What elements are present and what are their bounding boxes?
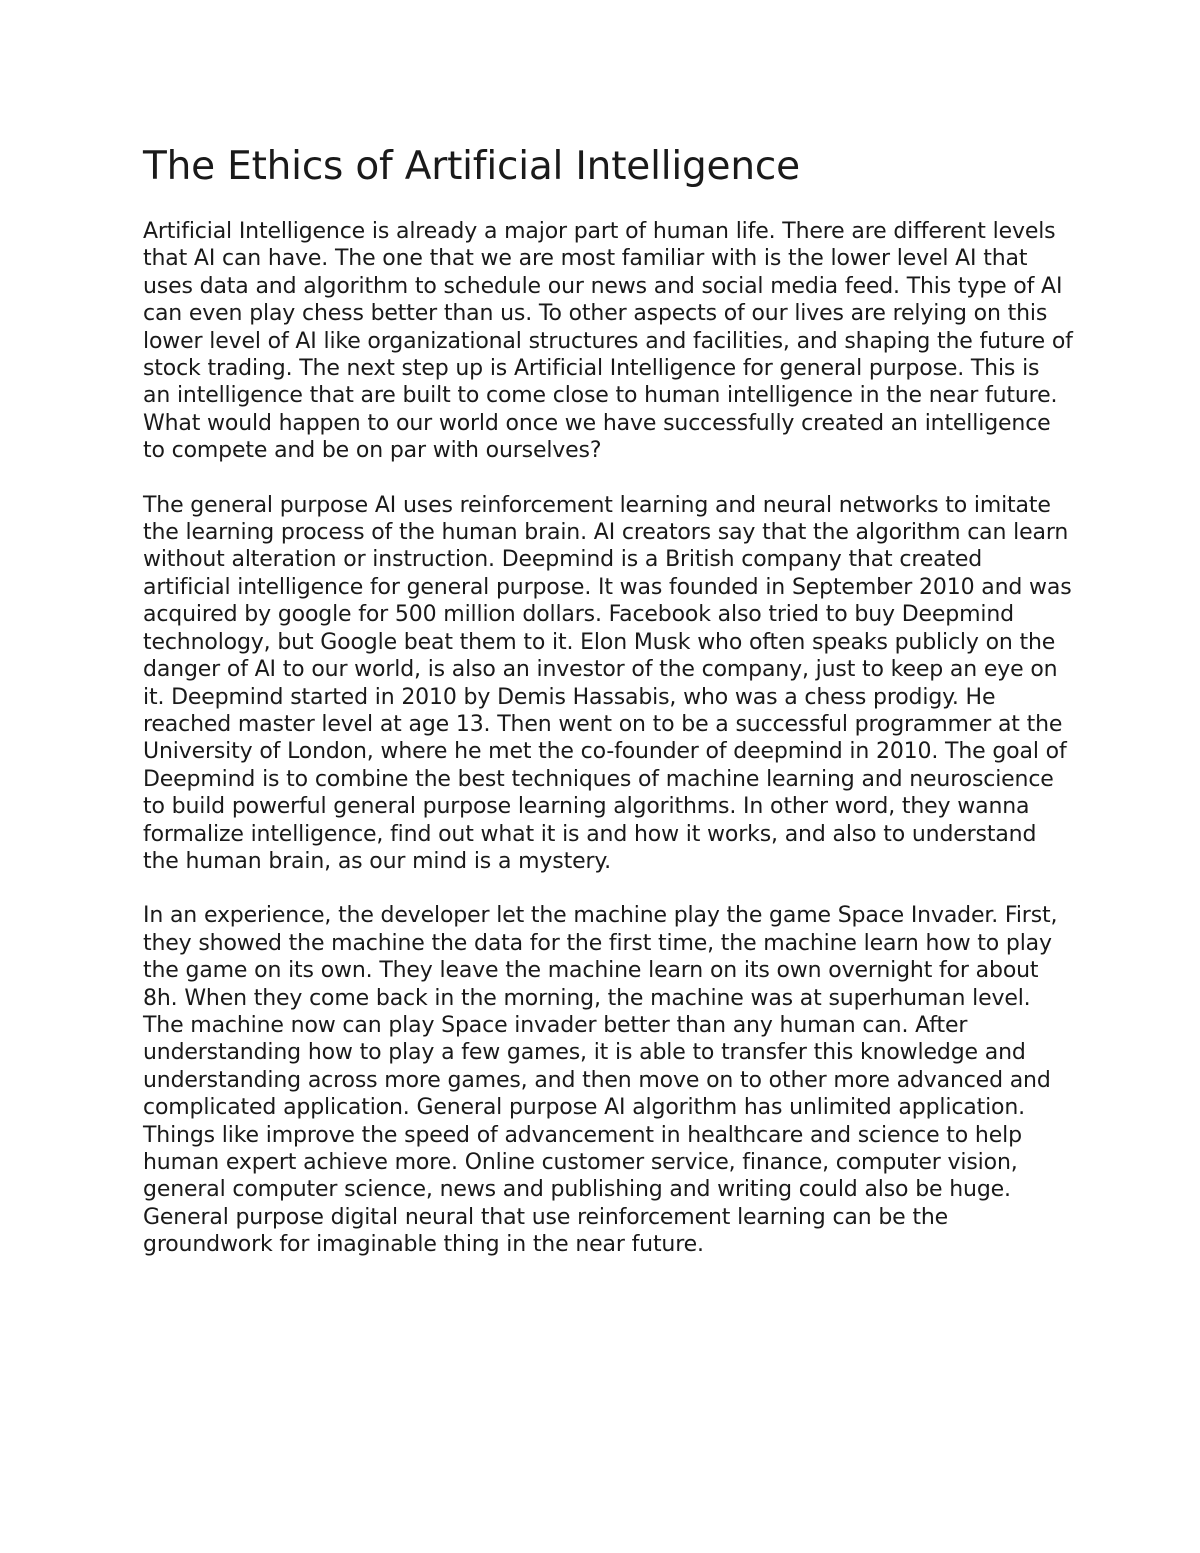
paragraph-intro: Artificial Intelligence is already a major part of human life. There are different levels that AI can have. The one that we are most familiar with is the lower level AI that uses data and algorithm to schedule our news and social media feed. This type of AI can even play chess better than us. To other aspects of our lives are relying on this lower level of AI like organizational structures and facilities, and shaping the future of stock trading. The next step up is Artificial Intelligence for general purpose. This is an intelligence that are built to come close to human intelligence in the near future. What would happen to our world once we have successfully created an intelligence to compete and be on par with ourselves? [143, 219, 1073, 464]
paragraph-space-invader: In an experience, the developer let the machine play the game Space Invader. First, they showed the machine the data for the first time, the machine learn how to play the game on its own. They leave the machine learn on its own overnight for about 8h. When they come back in the morning, the machine was at superhuman level. The machine now can play Space invader better than any human can. After understanding how to play a few games, it is able to transfer this knowledge and understanding across more games, and then move on to other more advanced and complicated application. General purpose AI algorithm has unlimited application. Things like improve the speed of advancement in healthcare and science to help human expert achieve more. Online customer service, finance, computer vision, general computer science, news and publishing and writing could also be huge. General purpose digital neural that use reinforcement learning can be the groundwork for imaginable thing in the near future. [143, 903, 1058, 1258]
paragraph-deepmind: The general purpose AI uses reinforcement learning and neural networks to imitate the learning process of the human brain. AI creators say that the algorithm can learn without alteration or instruction. Deepmind is a British company that created artificial intelligence for general purpose. It was founded in September 2010 and was acquired by google for 500 million dollars. Facebook also tried to buy Deepmind technology, but Google beat them to it. Elon Musk who often speaks publicly on the danger of AI to our world, is also an investor of the company, just to keep an eye on it. Deepmind started in 2010 by Demis Hassabis, who was a chess prodigy. He reached master level at age 13. Then went on to be a successful programmer at the University of London, where he met the co-founder of deepmind in 2010. The goal of Deepmind is to combine the best techniques of machine learning and neuroscience to build powerful general purpose learning algorithms. In other word, they wanna formalize intelligence, find out what it is and how it works, and also to understand the human brain, as our mind is a mystery. [143, 492, 1072, 874]
document-title: The Ethics of Artificial Intelligence [143, 144, 800, 189]
document-body [143, 140, 1073, 1259]
